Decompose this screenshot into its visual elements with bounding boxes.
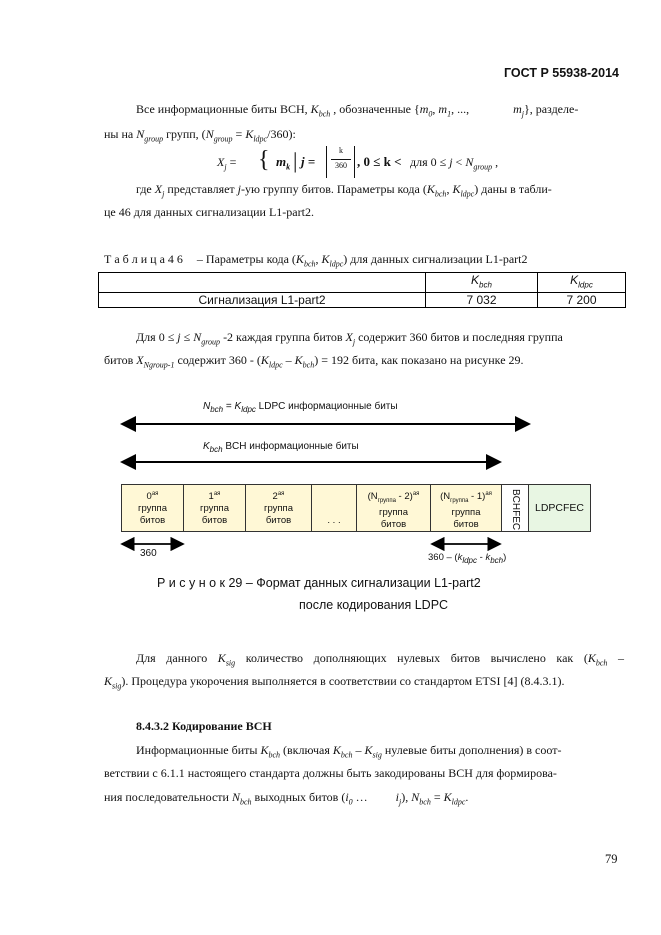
formula-condition: для $0 \le j < N_{group}$ , — [410, 155, 499, 172]
figure29-caption-line1: Р и с у н о к 29 – Формат данных сигнализации L1-part2 — [157, 576, 481, 590]
section-title: 8.4.3.2 Кодирование BCH — [136, 719, 272, 733]
para4-line2: $K_{sig}$). Процедура укорочения выполняется в соответствии со стандартом ETSI [4] (8.4.3.1). — [104, 674, 565, 691]
label-360: 360 — [140, 548, 157, 559]
bchfec-cell: BCHFEC — [501, 484, 529, 532]
formula-lhs: $X_j$ = — [217, 155, 237, 172]
para1-line2: ны на $N_{group}$ групп, $(N_{group} = K_{ldpc}/360)$: — [104, 127, 296, 144]
para3-line2: битов $X_{Ngroup-1}$ содержит $360 - (K_{ldpc} - K_{bch}) = 192$ бита, как показано на рисунке 29. — [104, 353, 524, 370]
group-cell-dots: . . . — [311, 484, 357, 532]
figure29-caption-line2: после кодирования LDPC — [299, 598, 449, 612]
para1-line1: Все информационные биты BCH, $K_{bch}$ , обозначенные {$m_0$, $m_1$, ..., $m_j$}, разделе- — [136, 102, 579, 119]
para2-line2: це 46 для данных сигнализации L1-part2. — [104, 205, 314, 219]
para5-line3: ния последовательности $N_{bch}$ выходных битов ($i_0$ … $i_j$), $N_{bch} = K_{ldpc}$. — [104, 790, 469, 807]
standard-header: ГОСТ Р 55938-2014 — [503, 66, 619, 80]
nbch-label: $N_{bch} = K_{ldpc}$ LDPC информационные биты — [203, 401, 398, 414]
group-cell-ngroup-2: $(N_{группа} - 2)^{ая}$ группа битов — [356, 484, 431, 532]
table46-header-kbch: $K_{bch}$ — [426, 273, 538, 293]
group-cell-0: $0^{ая}$ группа битов — [121, 484, 184, 532]
kbch-label: $K_{bch}$ BCH информационные биты — [203, 441, 359, 454]
para2-line1: где $X_j$ представляет j-ую группу битов. Параметры кода ($K_{bch}$, $K_{ldpc}$) даны в табли- — [136, 182, 552, 199]
formula-set: { $m_k$ | j = k 360 , 0 ≤ k < — [258, 144, 410, 178]
para5-line1: Информационные биты $K_{bch}$ (включая $K_{bch} - K_{sig}$ нулевые биты дополнения) в соот- — [136, 743, 562, 760]
ldpcfec-cell: LDPCFEC — [528, 484, 591, 532]
table46-row-kbch: 7 032 — [426, 293, 538, 308]
group-cell-1: $1^{ая}$ группа битов — [183, 484, 246, 532]
table46-row-kldpc: 7 200 — [538, 293, 626, 308]
para4-line1: Для данного $K_{sig}$ количество дополняющих нулевых битов вычислено как ($K_{bch}$ – — [136, 651, 625, 668]
table46-row-label: Сигнализация L1-part2 — [99, 293, 426, 308]
group-cell-2: $2^{ая}$ группа битов — [245, 484, 312, 532]
page-number: 79 — [605, 852, 618, 866]
label-last-group: $360 - (k_{ldpc} - k_{bch})$ — [428, 552, 507, 565]
para5-line2: ветствии с 6.1.1 настоящего стандарта должны быть закодированы BCH для формирова- — [104, 766, 557, 780]
para3-line1: Для $0 \le j \le N_{group}$ -2 каждая группа битов $X_j$ содержит 360 битов и последняя группа — [136, 330, 563, 347]
table46-caption: Т а б л и ц а 4 6 – Параметры кода ($K_{bch}$, $K_{ldpc}$) для данных сигнализации L1-part2 — [104, 252, 528, 269]
table46-header-kldpc: $K_{ldpc}$ — [538, 273, 626, 293]
group-cell-ngroup-1: $(N_{группа} - 1)^{ая}$ группа битов — [430, 484, 502, 532]
